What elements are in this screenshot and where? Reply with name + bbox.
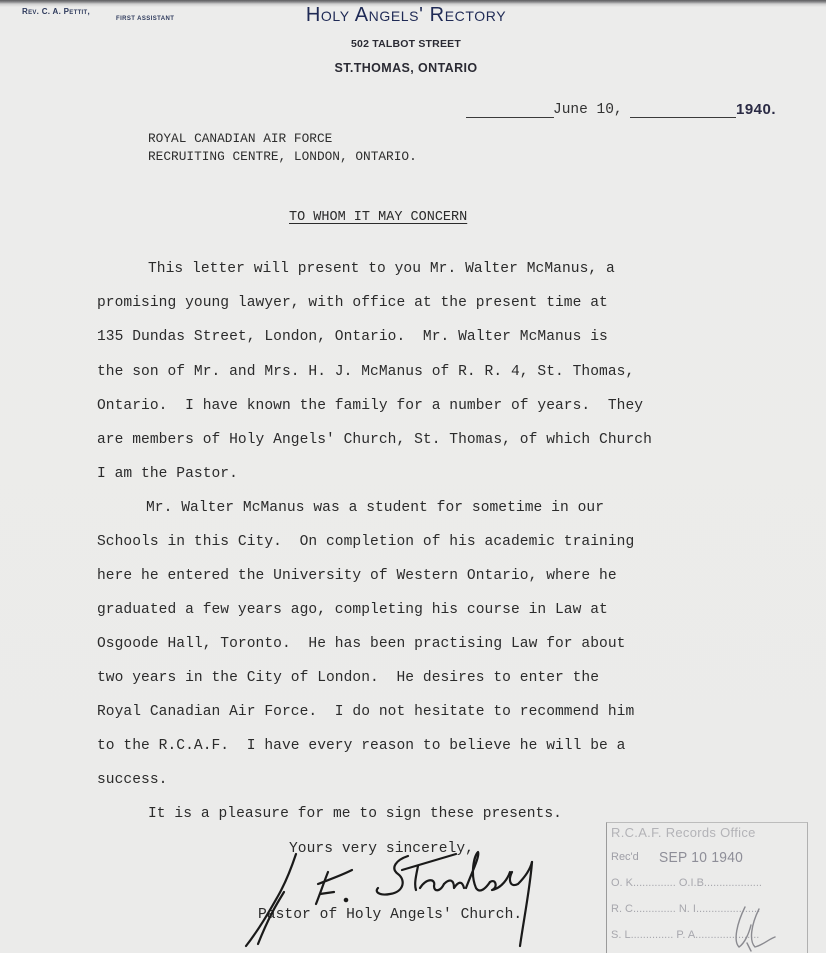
body-line: Osgoode Hall, Toronto. He has been practising Law for about (97, 636, 626, 652)
recipient-line-2: RECRUITING CENTRE, LONDON, ONTARIO. (148, 149, 417, 164)
stamp-received-label: Rec'd (611, 851, 639, 863)
date-month-day: June 10, (553, 102, 623, 118)
letterhead-title: Holy Angels' Rectory (305, 4, 507, 26)
body-line: are members of Holy Angels' Church, St. Thomas, of which Church (97, 432, 652, 448)
letterhead-city: ST.THOMAS, ONTARIO (334, 61, 478, 75)
body-line: to the R.C.A.F. I have every reason to believe he will be a (97, 738, 626, 754)
date-rule-left (466, 117, 554, 118)
body-line: promising young lawyer, with office at the present time at (97, 295, 608, 311)
body-line: I am the Pastor. (97, 466, 238, 482)
body-line: Royal Canadian Air Force. I do not hesitate to recommend him (97, 704, 635, 720)
signature (240, 848, 560, 948)
stamp-row-ok: O. K.............. O.I.B................... (611, 877, 762, 889)
stamp-header: R.C.A.F. Records Office (611, 825, 756, 840)
body-line: two years in the City of London. He desires to enter the (97, 670, 600, 686)
body-line: success. (97, 772, 168, 788)
stamp-row-sl: S. L.............. P. A..................... (611, 929, 760, 941)
body-line: 135 Dundas Street, London, Ontario. Mr. Walter McManus is (97, 329, 608, 345)
signer-title: Pastor of Holy Angels' Church. (258, 907, 523, 923)
stamp-initials-icon (727, 903, 787, 953)
body-line: Schools in this City. On completion of his academic training (97, 534, 635, 550)
received-stamp (606, 822, 808, 953)
closing-salutation: Yours very sincerely, (289, 841, 474, 857)
assistant-title: FIRST ASSISTANT (116, 16, 175, 22)
letterhead-street: 502 TALBOT STREET (351, 38, 461, 50)
body-line: graduated a few years ago, completing his course in Law at (97, 602, 608, 618)
assistant-name: Rev. C. A. Pettit, (22, 7, 90, 16)
body-line: Ontario. I have known the family for a number of years. They (97, 398, 644, 414)
subject-line: TO WHOM IT MAY CONCERN (289, 210, 468, 225)
stamp-row-rc: R. C.............. N. I..................... (611, 903, 761, 915)
date-rule-right (630, 117, 736, 118)
body-line: Mr. Walter McManus was a student for sometime in our (146, 500, 604, 516)
recipient-line-1: ROYAL CANADIAN AIR FORCE (148, 131, 333, 146)
body-line: the son of Mr. and Mrs. H. J. McManus of R. R. 4, St. Thomas, (97, 364, 635, 380)
body-line: here he entered the University of Western Ontario, where he (97, 568, 617, 584)
body-line: This letter will present to you Mr. Walter McManus, a (148, 261, 615, 277)
date-year: 1940. (736, 101, 777, 118)
body-line: It is a pleasure for me to sign these presents. (148, 806, 562, 822)
stamp-received-date: SEP 10 1940 (659, 849, 744, 866)
